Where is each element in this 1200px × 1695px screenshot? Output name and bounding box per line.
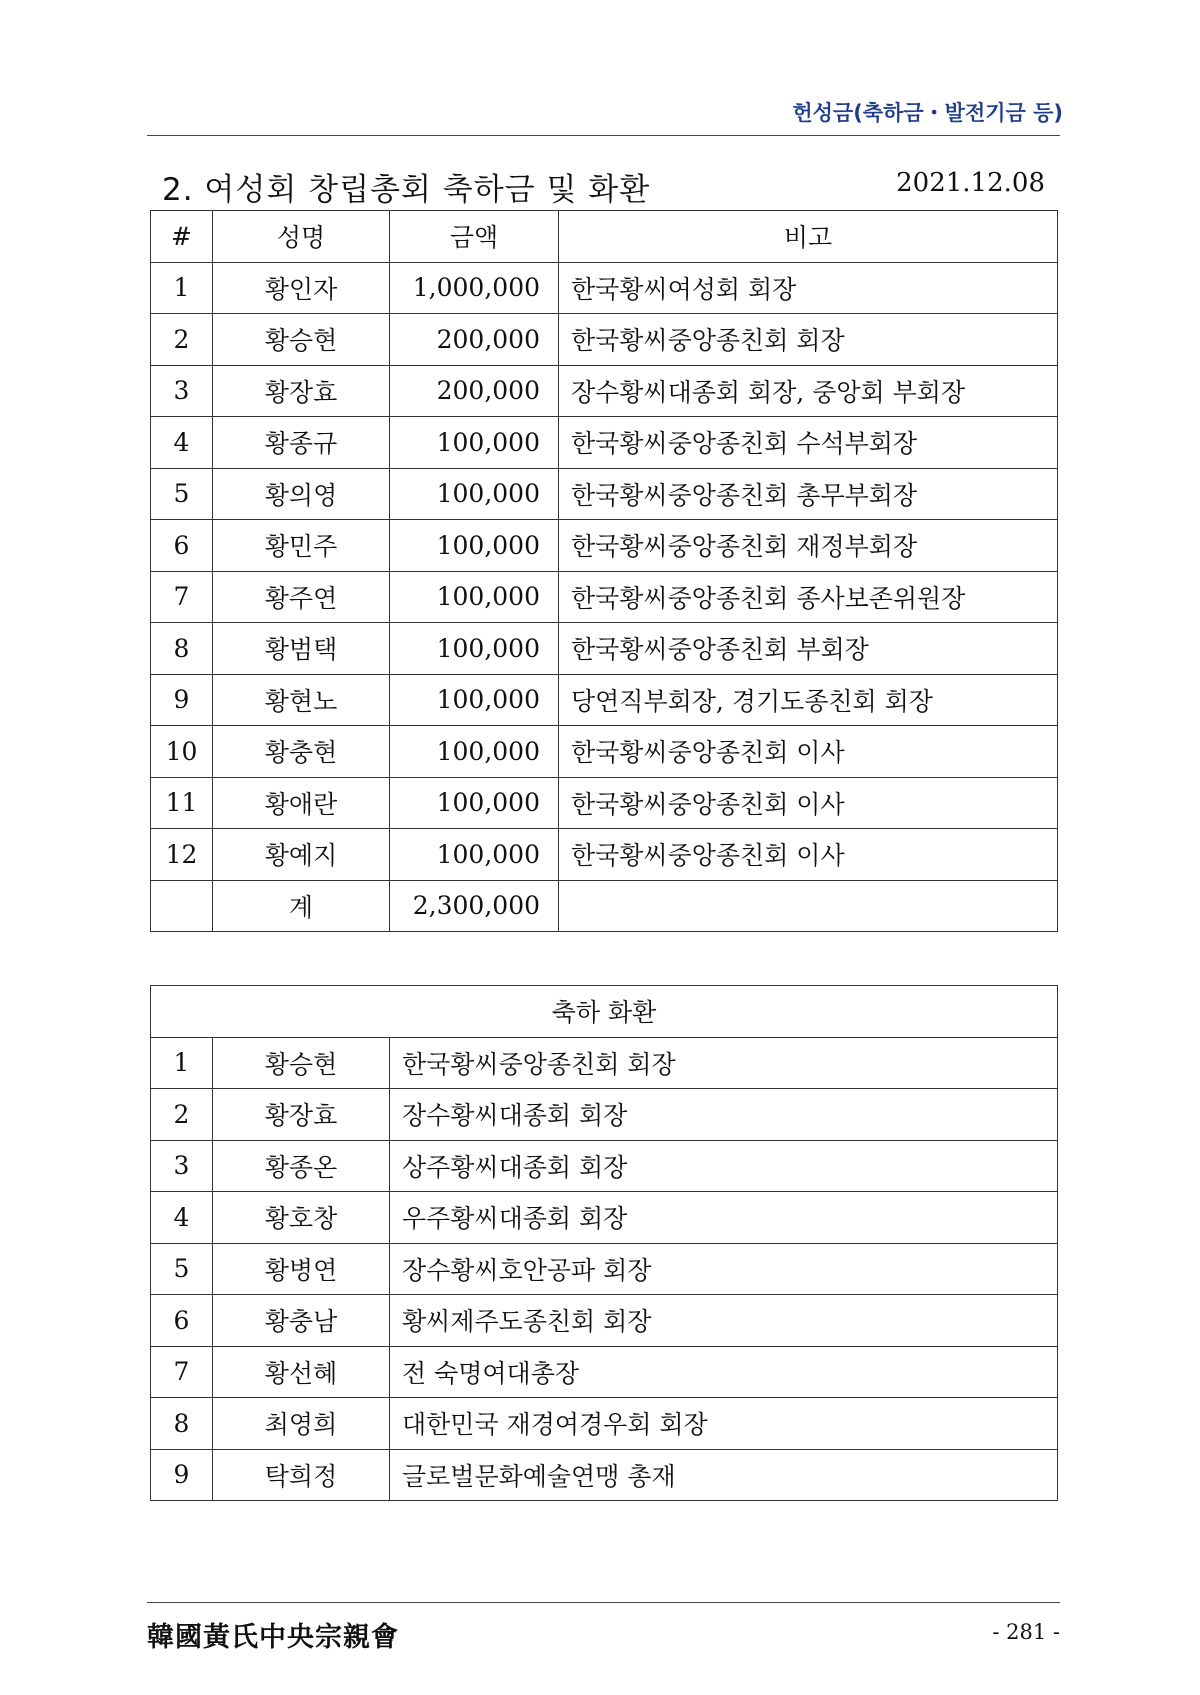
- donor-name: 황현노: [213, 674, 390, 726]
- donor-name: 황범택: [213, 623, 390, 675]
- row-number: 8: [151, 623, 213, 675]
- row-number: 9: [151, 1449, 213, 1501]
- donation-amount: 100,000: [390, 417, 559, 469]
- table-row: [151, 777, 1058, 829]
- row-number: 2: [151, 1089, 213, 1141]
- donation-amount: 100,000: [390, 571, 559, 623]
- donation-amount: 1,000,000: [390, 262, 559, 314]
- row-number: 9: [151, 674, 213, 726]
- sender-note: 장수황씨호안공파 회장: [390, 1243, 1058, 1295]
- sender-name: 황호창: [213, 1192, 390, 1244]
- table-row: [151, 726, 1058, 778]
- donation-amount: 100,000: [390, 468, 559, 520]
- row-number: 4: [151, 417, 213, 469]
- row-number: 6: [151, 1295, 213, 1347]
- column-header-note: 비고: [559, 211, 1058, 263]
- sender-note: 장수황씨대종회 회장: [390, 1089, 1058, 1141]
- sender-note: 대한민국 재경여경우회 회장: [390, 1398, 1058, 1450]
- row-number: 4: [151, 1192, 213, 1244]
- table-row: [151, 623, 1058, 675]
- table-row: [151, 571, 1058, 623]
- table-row: [151, 468, 1058, 520]
- donor-name: 황예지: [213, 829, 390, 881]
- donations-table: [150, 210, 1058, 932]
- row-number: 5: [151, 1243, 213, 1295]
- table-row: [151, 1192, 1058, 1244]
- sender-name: 황승현: [213, 1037, 390, 1089]
- sender-note: 전 숙명여대총장: [390, 1346, 1058, 1398]
- donation-amount: 100,000: [390, 726, 559, 778]
- donation-amount: 100,000: [390, 520, 559, 572]
- donor-name: 황민주: [213, 520, 390, 572]
- section-title: 2. 여성회 창립총회 축하금 및 화환: [162, 172, 651, 208]
- donor-note: 한국황씨여성회 회장: [559, 262, 1058, 314]
- row-number: 7: [151, 571, 213, 623]
- donor-note: 한국황씨중앙종친회 이사: [559, 777, 1058, 829]
- donor-note: 한국황씨중앙종친회 부회장: [559, 623, 1058, 675]
- sender-name: 황선혜: [213, 1346, 390, 1398]
- donation-amount: 200,000: [390, 314, 559, 366]
- wreaths-title: 축하 화환: [151, 986, 1058, 1038]
- wreaths-table: [150, 985, 1058, 1501]
- table-row: [151, 1398, 1058, 1450]
- donor-name: 황승현: [213, 314, 390, 366]
- donor-note: 한국황씨중앙종친회 이사: [559, 829, 1058, 881]
- sender-name: 황종온: [213, 1140, 390, 1192]
- row-number: 11: [151, 777, 213, 829]
- sender-note: 글로벌문화예술연맹 총재: [390, 1449, 1058, 1501]
- donor-name: 황인자: [213, 262, 390, 314]
- donor-note: 한국황씨중앙종친회 회장: [559, 314, 1058, 366]
- row-number: 1: [151, 1037, 213, 1089]
- donor-name: 황주연: [213, 571, 390, 623]
- footer-logo: 韓國黃氏中央宗親會: [147, 1622, 399, 1653]
- donor-note: 한국황씨중앙종친회 총무부회장: [559, 468, 1058, 520]
- sender-note: 우주황씨대종회 회장: [390, 1192, 1058, 1244]
- table-row: [151, 829, 1058, 881]
- wreaths-title-row: [151, 986, 1058, 1038]
- donor-note: 당연직부회장, 경기도종친회 회장: [559, 674, 1058, 726]
- sender-note: 황씨제주도종친회 회장: [390, 1295, 1058, 1347]
- row-number: 6: [151, 520, 213, 572]
- table-row: [151, 674, 1058, 726]
- donor-note: 한국황씨중앙종친회 재정부회장: [559, 520, 1058, 572]
- row-number: 1: [151, 262, 213, 314]
- table-row: [151, 1346, 1058, 1398]
- total-label: 계: [213, 880, 390, 932]
- donation-amount: 200,000: [390, 365, 559, 417]
- sender-name: 최영희: [213, 1398, 390, 1450]
- table-row: [151, 520, 1058, 572]
- table-row: [151, 417, 1058, 469]
- donor-name: 황장효: [213, 365, 390, 417]
- table-row: [151, 1295, 1058, 1347]
- row-number: 3: [151, 1140, 213, 1192]
- table-row: [151, 314, 1058, 366]
- donations-total-row: [151, 880, 1058, 932]
- table-row: [151, 1089, 1058, 1141]
- header-title: 헌성금(축하금・발전기금 등): [792, 101, 1063, 125]
- column-header-name: 성명: [213, 211, 390, 263]
- row-number: 7: [151, 1346, 213, 1398]
- donations-body: [151, 262, 1058, 880]
- footer-rule: [147, 1602, 1060, 1603]
- header-rule: [147, 135, 1060, 136]
- row-number: 8: [151, 1398, 213, 1450]
- sender-name: 황충남: [213, 1295, 390, 1347]
- donations-header-row: [151, 211, 1058, 263]
- column-header-number: #: [151, 211, 213, 263]
- donor-name: 황의영: [213, 468, 390, 520]
- donor-note: 장수황씨대종회 회장, 중앙회 부회장: [559, 365, 1058, 417]
- wreaths-body: [151, 1037, 1058, 1501]
- donor-name: 황종규: [213, 417, 390, 469]
- donor-name: 황애란: [213, 777, 390, 829]
- table-row: [151, 262, 1058, 314]
- sender-name: 탁희정: [213, 1449, 390, 1501]
- table-row: [151, 1243, 1058, 1295]
- total-note-cell: [559, 880, 1058, 932]
- donation-amount: 100,000: [390, 623, 559, 675]
- row-number: 10: [151, 726, 213, 778]
- donor-note: 한국황씨중앙종친회 종사보존위원장: [559, 571, 1058, 623]
- sender-note: 한국황씨중앙종친회 회장: [390, 1037, 1058, 1089]
- total-amount: 2,300,000: [390, 880, 559, 932]
- donation-amount: 100,000: [390, 674, 559, 726]
- row-number: 12: [151, 829, 213, 881]
- sender-name: 황병연: [213, 1243, 390, 1295]
- donor-note: 한국황씨중앙종친회 수석부회장: [559, 417, 1058, 469]
- section-date: 2021.12.08: [896, 168, 1045, 198]
- total-number-cell: [151, 880, 213, 932]
- page-number: - 281 -: [992, 1620, 1060, 1644]
- row-number: 2: [151, 314, 213, 366]
- sender-name: 황장효: [213, 1089, 390, 1141]
- donor-note: 한국황씨중앙종친회 이사: [559, 726, 1058, 778]
- table-row: [151, 1037, 1058, 1089]
- table-row: [151, 365, 1058, 417]
- donation-amount: 100,000: [390, 829, 559, 881]
- column-header-amount: 금액: [390, 211, 559, 263]
- table-row: [151, 1449, 1058, 1501]
- donation-amount: 100,000: [390, 777, 559, 829]
- row-number: 5: [151, 468, 213, 520]
- sender-note: 상주황씨대종회 회장: [390, 1140, 1058, 1192]
- row-number: 3: [151, 365, 213, 417]
- table-row: [151, 1140, 1058, 1192]
- donor-name: 황충현: [213, 726, 390, 778]
